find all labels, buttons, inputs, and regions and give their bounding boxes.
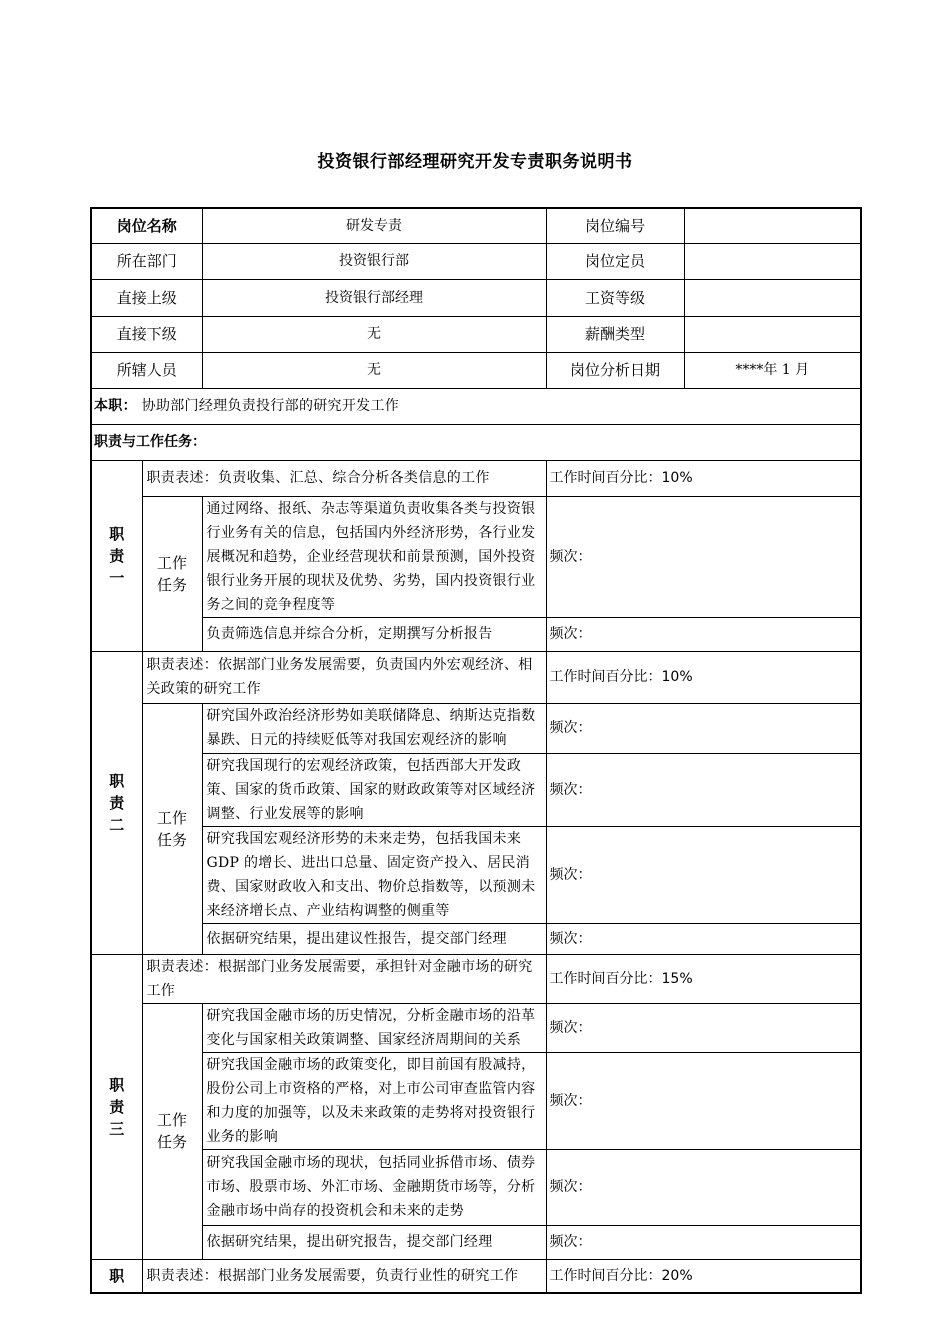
- basic-duty-label: 本职：: [94, 398, 137, 414]
- duty-4-time-percent: 工作时间百分比：20%: [546, 1259, 861, 1293]
- task-text: 研究我国金融市场的历史情况，分析金融市场的沿革变化与国家相关政策调整、国家经济周期间的关系: [202, 1003, 546, 1052]
- duty-1-label: 职 责 一: [91, 460, 142, 651]
- task-text: 依据研究结果，提出研究报告，提交部门经理: [202, 1225, 546, 1259]
- basic-duty-row: [91, 388, 861, 424]
- duty-2-time-percent: 工作时间百分比：10%: [546, 651, 861, 703]
- header-value: 研发专责: [202, 208, 546, 243]
- header-label-2: 岗位编号: [546, 208, 684, 243]
- task-frequency: 频次：: [546, 1225, 861, 1259]
- duty-2-label: 职 责 二: [91, 651, 142, 954]
- duty-3-label: 职 责 三: [91, 954, 142, 1259]
- header-value: 投资银行部: [202, 243, 546, 279]
- header-value-2: [684, 208, 861, 243]
- header-value: 投资银行部经理: [202, 279, 546, 316]
- duty-1-task-label: 工作 任务: [142, 496, 202, 651]
- task-frequency: 频次：: [546, 703, 861, 753]
- duty-2-task-label: 工作 任务: [142, 703, 202, 954]
- duty-3-time-percent: 工作时间百分比：15%: [546, 954, 861, 1003]
- task-text: 负责筛选信息并综合分析，定期撰写分析报告: [202, 617, 546, 651]
- header-value-2: [684, 243, 861, 279]
- header-label: 所在部门: [91, 243, 202, 279]
- basic-duty-text: 协助部门经理负责投行部的研究开发工作: [136, 398, 400, 414]
- task-frequency: 频次：: [546, 496, 861, 617]
- header-label: 直接下级: [91, 316, 202, 352]
- task-text: 研究我国现行的宏观经济政策，包括西部大开发政策、国家的货币政策、国家的财政政策等对区域经济调整、行业发展等的影响: [202, 753, 546, 826]
- duty-4-description: 职责表述：根据部门业务发展需要，负责行业性的研究工作: [142, 1259, 546, 1293]
- header-value: 无: [202, 352, 546, 388]
- job-description-table: [90, 207, 862, 1294]
- header-value: 无: [202, 316, 546, 352]
- header-label: 所辖人员: [91, 352, 202, 388]
- task-text: 研究国外政治经济形势如美联储降息、纳斯达克指数暴跌、日元的持续贬低等对我国宏观经济的影响: [202, 703, 546, 753]
- task-frequency: 频次：: [546, 753, 861, 826]
- duty-4-label: 职: [91, 1259, 142, 1293]
- header-label: 岗位名称: [91, 208, 202, 243]
- header-value-2: [684, 279, 861, 316]
- task-text: 研究我国金融市场的现状，包括同业拆借市场、债券市场、股票市场、外汇市场、金融期货市场等，分析金融市场中尚存的投资机会和未来的走势: [202, 1149, 546, 1225]
- task-frequency: 频次：: [546, 1052, 861, 1149]
- document-title: 投资银行部经理研究开发专责职务说明书: [317, 152, 633, 172]
- header-label-2: 岗位分析日期: [546, 352, 684, 388]
- header-label: 直接上级: [91, 279, 202, 316]
- task-frequency: 频次：: [546, 923, 861, 954]
- duty-2-description: 职责表述：依据部门业务发展需要，负责国内外宏观经济、相关政策的研究工作: [142, 651, 546, 703]
- header-label-2: 岗位定员: [546, 243, 684, 279]
- duty-3-task-label: 工作 任务: [142, 1003, 202, 1259]
- header-label-2: 工资等级: [546, 279, 684, 316]
- task-text: 研究我国宏观经济形势的未来走势，包括我国未来 GDP 的增长、进出口总量、固定资产投入、居民消费、国家财政收入和支出、物价总指数等，以预测未来经济增长点、产业结构调整的侧重等: [202, 826, 546, 923]
- task-text: 研究我国金融市场的政策变化，即目前国有股减持，股份公司上市资格的严格，对上市公司审查监管内容和力度的加强等，以及未来政策的走势将对投资银行业务的影响: [202, 1052, 546, 1149]
- duty-3-description: 职责表述：根据部门业务发展需要，承担针对金融市场的研究工作: [142, 954, 546, 1003]
- task-frequency: 频次：: [546, 617, 861, 651]
- duty-1-time-percent: 工作时间百分比：10%: [546, 460, 861, 496]
- task-frequency: 频次：: [546, 1003, 861, 1052]
- duty-1-description: 职责表述：负责收集、汇总、综合分析各类信息的工作: [142, 460, 546, 496]
- task-text: 通过网络、报纸、杂志等渠道负责收集各类与投资银行业务有关的信息，包括国内外经济形势，各行业发展概况和趋势，企业经营现状和前景预测，国外投资银行业务开展的现状及优势、劣势，国内投资银行业务之间的竞争程度等: [202, 496, 546, 617]
- header-label-2: 薪酬类型: [546, 316, 684, 352]
- task-text: 依据研究结果，提出建议性报告，提交部门经理: [202, 923, 546, 954]
- header-value-2: [684, 316, 861, 352]
- task-frequency: 频次：: [546, 1149, 861, 1225]
- duties-heading: 职责与工作任务：: [91, 424, 861, 460]
- header-value-2: ****年 1 月: [684, 352, 861, 388]
- task-frequency: 频次：: [546, 826, 861, 923]
